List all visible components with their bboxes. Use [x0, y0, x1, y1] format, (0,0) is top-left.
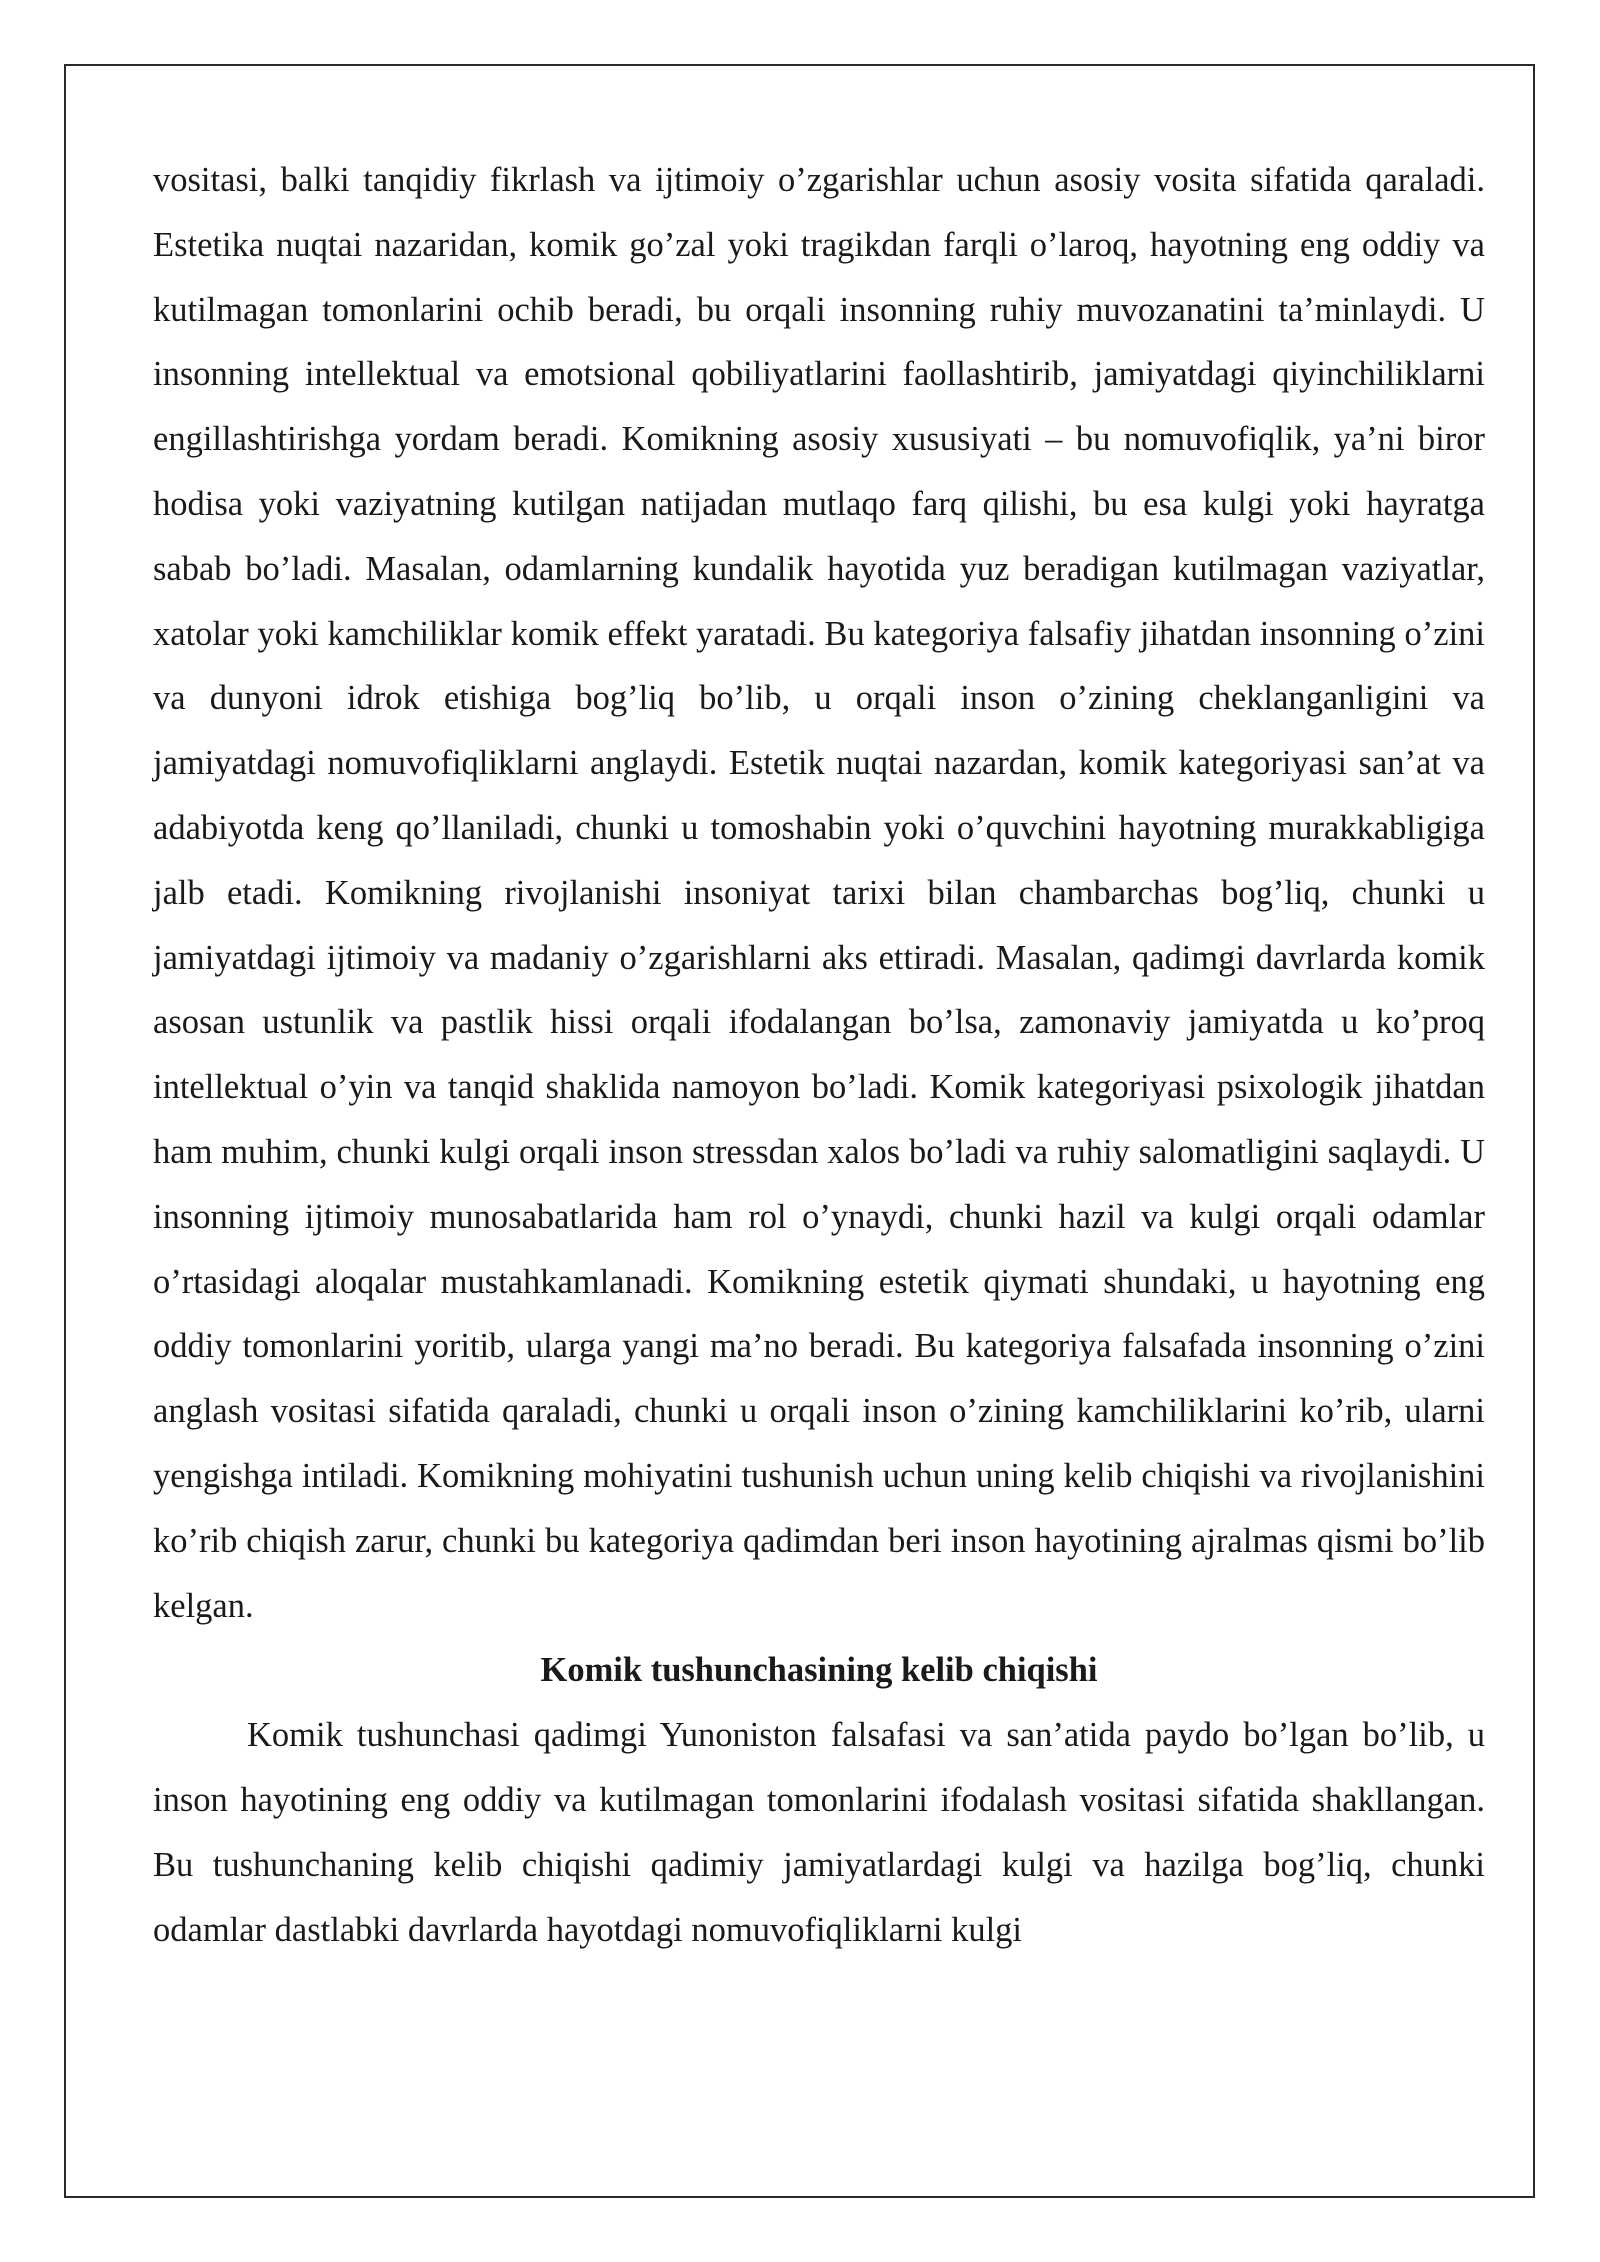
body-paragraph: Komik tushunchasi qadimgi Yunoniston falsafasi va san’atida paydo bo’lgan bo’lib, u inson hayotining eng oddiy va kutilmagan tomonlarini ifodalash vositasi sifatida shakllangan. Bu tushunchaning kelib chiqishi qadimiy jamiyatlardagi kulgi va hazilga bog’liq, chunki odamlar dastlabki davrlarda hayotdagi nomuvofiqliklarni kulgi: [153, 1716, 1485, 1949]
body-paragraph: vositasi, balki tanqidiy fikrlash va ijtimoiy o’zgarishlar uchun asosiy vosita sifatida qaraladi. Estetika nuqtai nazaridan, komik go’zal yoki tragikdan farqli o’laroq, hayotning eng oddiy va kutilmagan tomonlarini ochib beradi, bu orqali insonning ruhiy muvozanatini ta’minlaydi. U insonning intellektual va emotsional qobiliyatlarini faollashtirib, jamiyatdagi qiyinchiliklarni engillashtirishga yordam beradi. Komikning asosiy xususiyati – bu nomuvofiqlik, ya’ni biror hodisa yoki vaziyatning kutilgan natijadan mutlaqo farq qilishi, bu esa kulgi yoki hayratga sabab bo’ladi. Masalan, odamlarning kundalik hayotida yuz beradigan kutilmagan vaziyatlar, xatolar yoki kamchiliklar komik effekt yaratadi. Bu kategoriya falsafiy jihatdan insonning o’zini va dunyoni idrok etishiga bog’liq bo’lib, u orqali inson o’zining cheklanganligini va jamiyatdagi nomuvofiqliklarni anglaydi. Estetik nuqtai nazardan, komik kategoriyasi san’at va adabiyotda keng qo’llaniladi, chunki u tomoshabin yoki o’quvchini hayotning murakkabligiga jalb etadi. Komikning rivojlanishi insoniyat tarixi bilan chambarchas bog’liq, chunki u jamiyatdagi ijtimoiy va madaniy o’zgarishlarni aks ettiradi. Masalan, qadimgi davrlarda komik asosan ustunlik va pastlik hissi orqali ifodalangan bo’lsa, zamonaviy jamiyatda u ko’proq intellektual o’yin va tanqid shaklida namoyon bo’ladi. Komik kategoriyasi psixologik jihatdan ham muhim, chunki kulgi orqali inson stressdan xalos bo’ladi va ruhiy salomatligini saqlaydi. U insonning ijtimoiy munosabatlarida ham rol o’ynaydi, chunki hazil va kulgi orqali odamlar o’rtasidagi aloqalar mustahkamlanadi. Komikning estetik qiymati shundaki, u hayotning eng oddiy tomonlarini yoritib, ularga yangi ma’no beradi. Bu kategoriya falsafada insonning o’zini anglash vositasi sifatida qaraladi, chunki u orqali inson o’zining kamchiliklarini ko’rib, ularni yengishga intiladi. Komikning mohiyatini tushunish uchun uning kelib chiqishi va rivojlanishini ko’rib chiqish zarur, chunki bu kategoriya qadimdan beri inson hayotining ajralmas qismi bo’lib kelgan.: [153, 161, 1485, 1625]
document-body: [153, 148, 1485, 1962]
section-heading: Komik tushunchasining kelib chiqishi: [540, 1651, 1098, 1690]
